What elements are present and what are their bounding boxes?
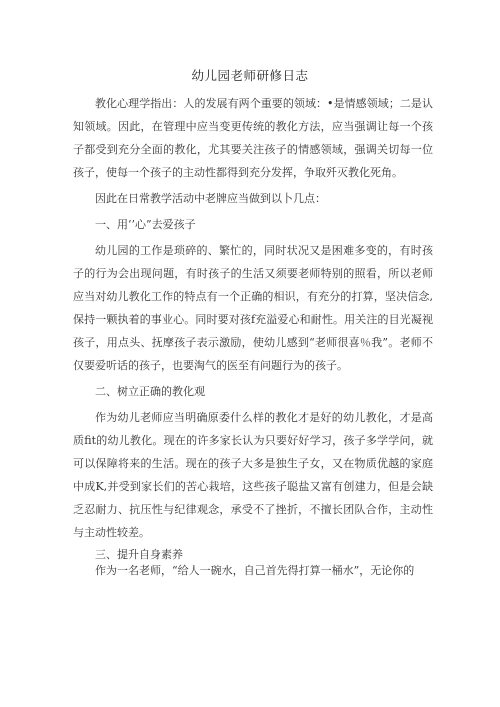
paragraph-section-2: 作为幼儿老师应当明确原委什么样的教化才是好的幼儿教化，才是高质fit的幼儿教化。现在的许多家长认为只要好好学习，孩子多学学问，就可以保障将来的生活。现在的孩子大多是独生子女，又在物质优越的家庭中成K,并受到家长们的苦心栽培，这些孩子聪盐又富有创建力，但是会缺乏忍耐力、抗压性与纪律观念，承受不了挫折，不擅长团队合作，主动性与主动性较差。: [73, 411, 433, 539]
paragraph-lead: 因此在日常教学活动中老牌应当做到以卜几点：: [95, 192, 326, 205]
paragraph-intro: 教化心理学指出：人的发展有两个重要的领域：•是情感领域；二是认知领域。因此，在管理中应当变更传统的教化方法，应当强调让每一个孩子都受到充分全面的教化，尤其要关注孩子的情感领域，强调关切每一位孩子，使每一个孩子的主动性都得到充分发挥，争取歼灭教化死角。: [73, 97, 433, 179]
document-body: [73, 92, 433, 579]
paragraph-section-3: 作为一名老师，“给人一碗水，自己首先得打算一桶水”，无论你的: [95, 564, 415, 577]
section-3-block: [73, 547, 433, 579]
section-heading-2: 二、树立正确的教化观: [95, 385, 205, 398]
paragraph-section-1: 幼儿园的工作是琐碎的、繁忙的，同时状况又是困难多变的，有时孩子的行为会出现问题，有时孩子的生活又须要老师特别的照看，所以老师应当对幼儿教化工作的特点有一个正确的相识，有充分的打算，坚决信念,保持一颗执着的事业心。同时要对孩f充溢爱心和耐性。用关注的目光凝视孩子，用点头、抚摩孩子表示激励，使幼儿感到“老师很喜％我”。老师不仅要爱听话的孩子，也要淘气的医至有问题行为的孩子。: [73, 244, 433, 372]
section-heading-1: 一、用‘’心”去爱孩子: [95, 218, 196, 231]
section-heading-3: 三、提升自身素养: [95, 548, 183, 561]
page-title: 幼儿园老师研修日志: [191, 68, 309, 83]
